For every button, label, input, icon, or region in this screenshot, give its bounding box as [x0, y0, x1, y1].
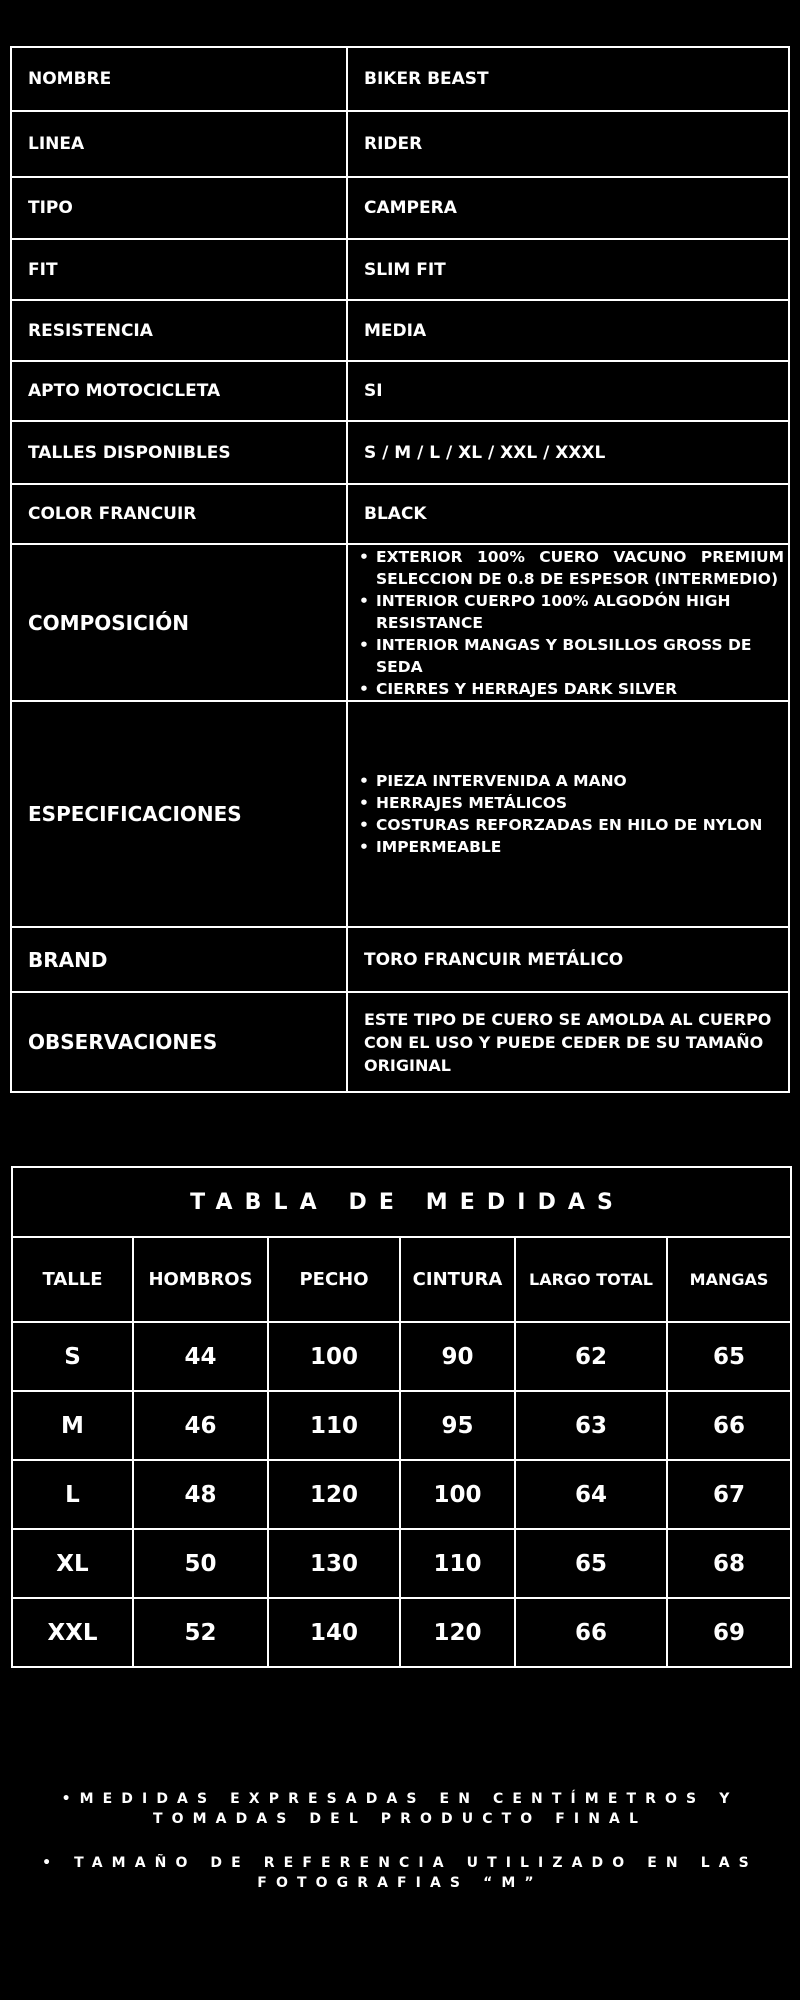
table-cell: 66	[515, 1598, 667, 1667]
spec-key: COLOR FRANCUIR	[11, 484, 347, 544]
column-header: LARGO TOTAL	[515, 1237, 667, 1322]
size-chart-title: TABLA DE MEDIDAS	[12, 1167, 791, 1237]
list-item: • IMPERMEABLE	[352, 836, 784, 858]
spec-row-apto-motocicleta	[11, 361, 789, 421]
column-header: TALLE	[12, 1237, 133, 1322]
spec-key: RESISTENCIA	[11, 300, 347, 361]
spec-row-observaciones	[11, 992, 789, 1092]
spec-key: ESPECIFICACIONES	[11, 701, 347, 927]
list-item: • INTERIOR CUERPO 100% ALGODÓN HIGH RESISTANCE	[352, 590, 784, 634]
spec-key: OBSERVACIONES	[11, 992, 347, 1092]
spec-key: BRAND	[11, 927, 347, 992]
list-item: • CIERRES Y HERRAJES DARK SILVER	[352, 678, 784, 700]
table-cell: 110	[268, 1391, 400, 1460]
table-cell: 65	[667, 1322, 791, 1391]
list-item: • HERRAJES METÁLICOS	[352, 792, 784, 814]
table-cell: 140	[268, 1598, 400, 1667]
table-row	[12, 1598, 791, 1667]
list-item: • COSTURAS REFORZADAS EN HILO DE NYLON	[352, 814, 784, 836]
spec-row-especificaciones	[11, 701, 789, 927]
table-cell: 52	[133, 1598, 268, 1667]
list-item: • INTERIOR MANGAS Y BOLSILLOS GROSS DE SEDA	[352, 634, 784, 678]
specifications-list-cell	[347, 701, 789, 927]
spec-value: TORO FRANCUIR METÁLICO	[347, 927, 789, 992]
spec-key: APTO MOTOCICLETA	[11, 361, 347, 421]
spec-row-brand	[11, 927, 789, 992]
table-cell: 64	[515, 1460, 667, 1529]
table-cell: 68	[667, 1529, 791, 1598]
table-row	[12, 1391, 791, 1460]
table-cell: 66	[667, 1391, 791, 1460]
spec-row-fit	[11, 239, 789, 300]
spec-value: CAMPERA	[347, 177, 789, 239]
table-cell: 50	[133, 1529, 268, 1598]
spec-row-resistencia	[11, 300, 789, 361]
table-row	[12, 1460, 791, 1529]
table-cell: 65	[515, 1529, 667, 1598]
spec-value: SI	[347, 361, 789, 421]
spec-row-tipo	[11, 177, 789, 239]
table-cell: XL	[12, 1529, 133, 1598]
composition-list-cell	[347, 544, 789, 701]
table-cell: S	[12, 1322, 133, 1391]
table-cell: 46	[133, 1391, 268, 1460]
table-cell: 90	[400, 1322, 515, 1391]
product-spec-table	[10, 46, 790, 1093]
table-cell: 67	[667, 1460, 791, 1529]
size-chart-title-row	[12, 1167, 791, 1237]
table-cell: 44	[133, 1322, 268, 1391]
table-cell: 62	[515, 1322, 667, 1391]
table-cell: L	[12, 1460, 133, 1529]
spec-key: TIPO	[11, 177, 347, 239]
table-row	[12, 1529, 791, 1598]
spec-row-linea	[11, 111, 789, 177]
reference-size-note: • TAMAÑO DE REFERENCIA UTILIZADO EN LAS FOTOGRAFIAS “M”	[42, 1855, 758, 1891]
composition-list	[352, 546, 784, 700]
table-cell: 48	[133, 1460, 268, 1529]
column-header: PECHO	[268, 1237, 400, 1322]
table-cell: M	[12, 1391, 133, 1460]
table-row	[12, 1322, 791, 1391]
table-cell: 63	[515, 1391, 667, 1460]
spec-key: TALLES DISPONIBLES	[11, 421, 347, 484]
spec-value: SLIM FIT	[347, 239, 789, 300]
spec-key: COMPOSICIÓN	[11, 544, 347, 701]
spec-row-nombre	[11, 47, 789, 111]
spec-value: BLACK	[347, 484, 789, 544]
table-cell: 95	[400, 1391, 515, 1460]
list-item: • EXTERIOR 100% CUERO VACUNO PREMIUM SELECCION DE 0.8 DE ESPESOR (INTERMEDIO)	[352, 546, 784, 590]
table-cell: 69	[667, 1598, 791, 1667]
column-header: CINTURA	[400, 1237, 515, 1322]
spec-value: S / M / L / XL / XXL / XXXL	[347, 421, 789, 484]
spec-value: MEDIA	[347, 300, 789, 361]
spec-value: RIDER	[347, 111, 789, 177]
specifications-list	[352, 770, 784, 858]
spec-row-color	[11, 484, 789, 544]
table-cell: XXL	[12, 1598, 133, 1667]
spec-key: NOMBRE	[11, 47, 347, 111]
spec-key: LINEA	[11, 111, 347, 177]
spec-row-composicion	[11, 544, 789, 701]
column-header: HOMBROS	[133, 1237, 268, 1322]
spec-row-talles	[11, 421, 789, 484]
table-cell: 100	[400, 1460, 515, 1529]
table-cell: 120	[400, 1598, 515, 1667]
table-cell: 100	[268, 1322, 400, 1391]
table-cell: 110	[400, 1529, 515, 1598]
size-chart-table	[11, 1166, 792, 1668]
size-chart-header-row	[12, 1237, 791, 1322]
spec-key: FIT	[11, 239, 347, 300]
measurement-note: •MEDIDAS EXPRESADAS EN CENTÍMETROS Y TOMADAS DEL PRODUCTO FINAL	[61, 1791, 739, 1827]
spec-value: ESTE TIPO DE CUERO SE AMOLDA AL CUERPO CON EL USO Y PUEDE CEDER DE SU TAMAÑO ORIGINAL	[347, 992, 789, 1092]
table-cell: 120	[268, 1460, 400, 1529]
table-cell: 130	[268, 1529, 400, 1598]
column-header: MANGAS	[667, 1237, 791, 1322]
spec-value: BIKER BEAST	[347, 47, 789, 111]
list-item: • PIEZA INTERVENIDA A MANO	[352, 770, 784, 792]
